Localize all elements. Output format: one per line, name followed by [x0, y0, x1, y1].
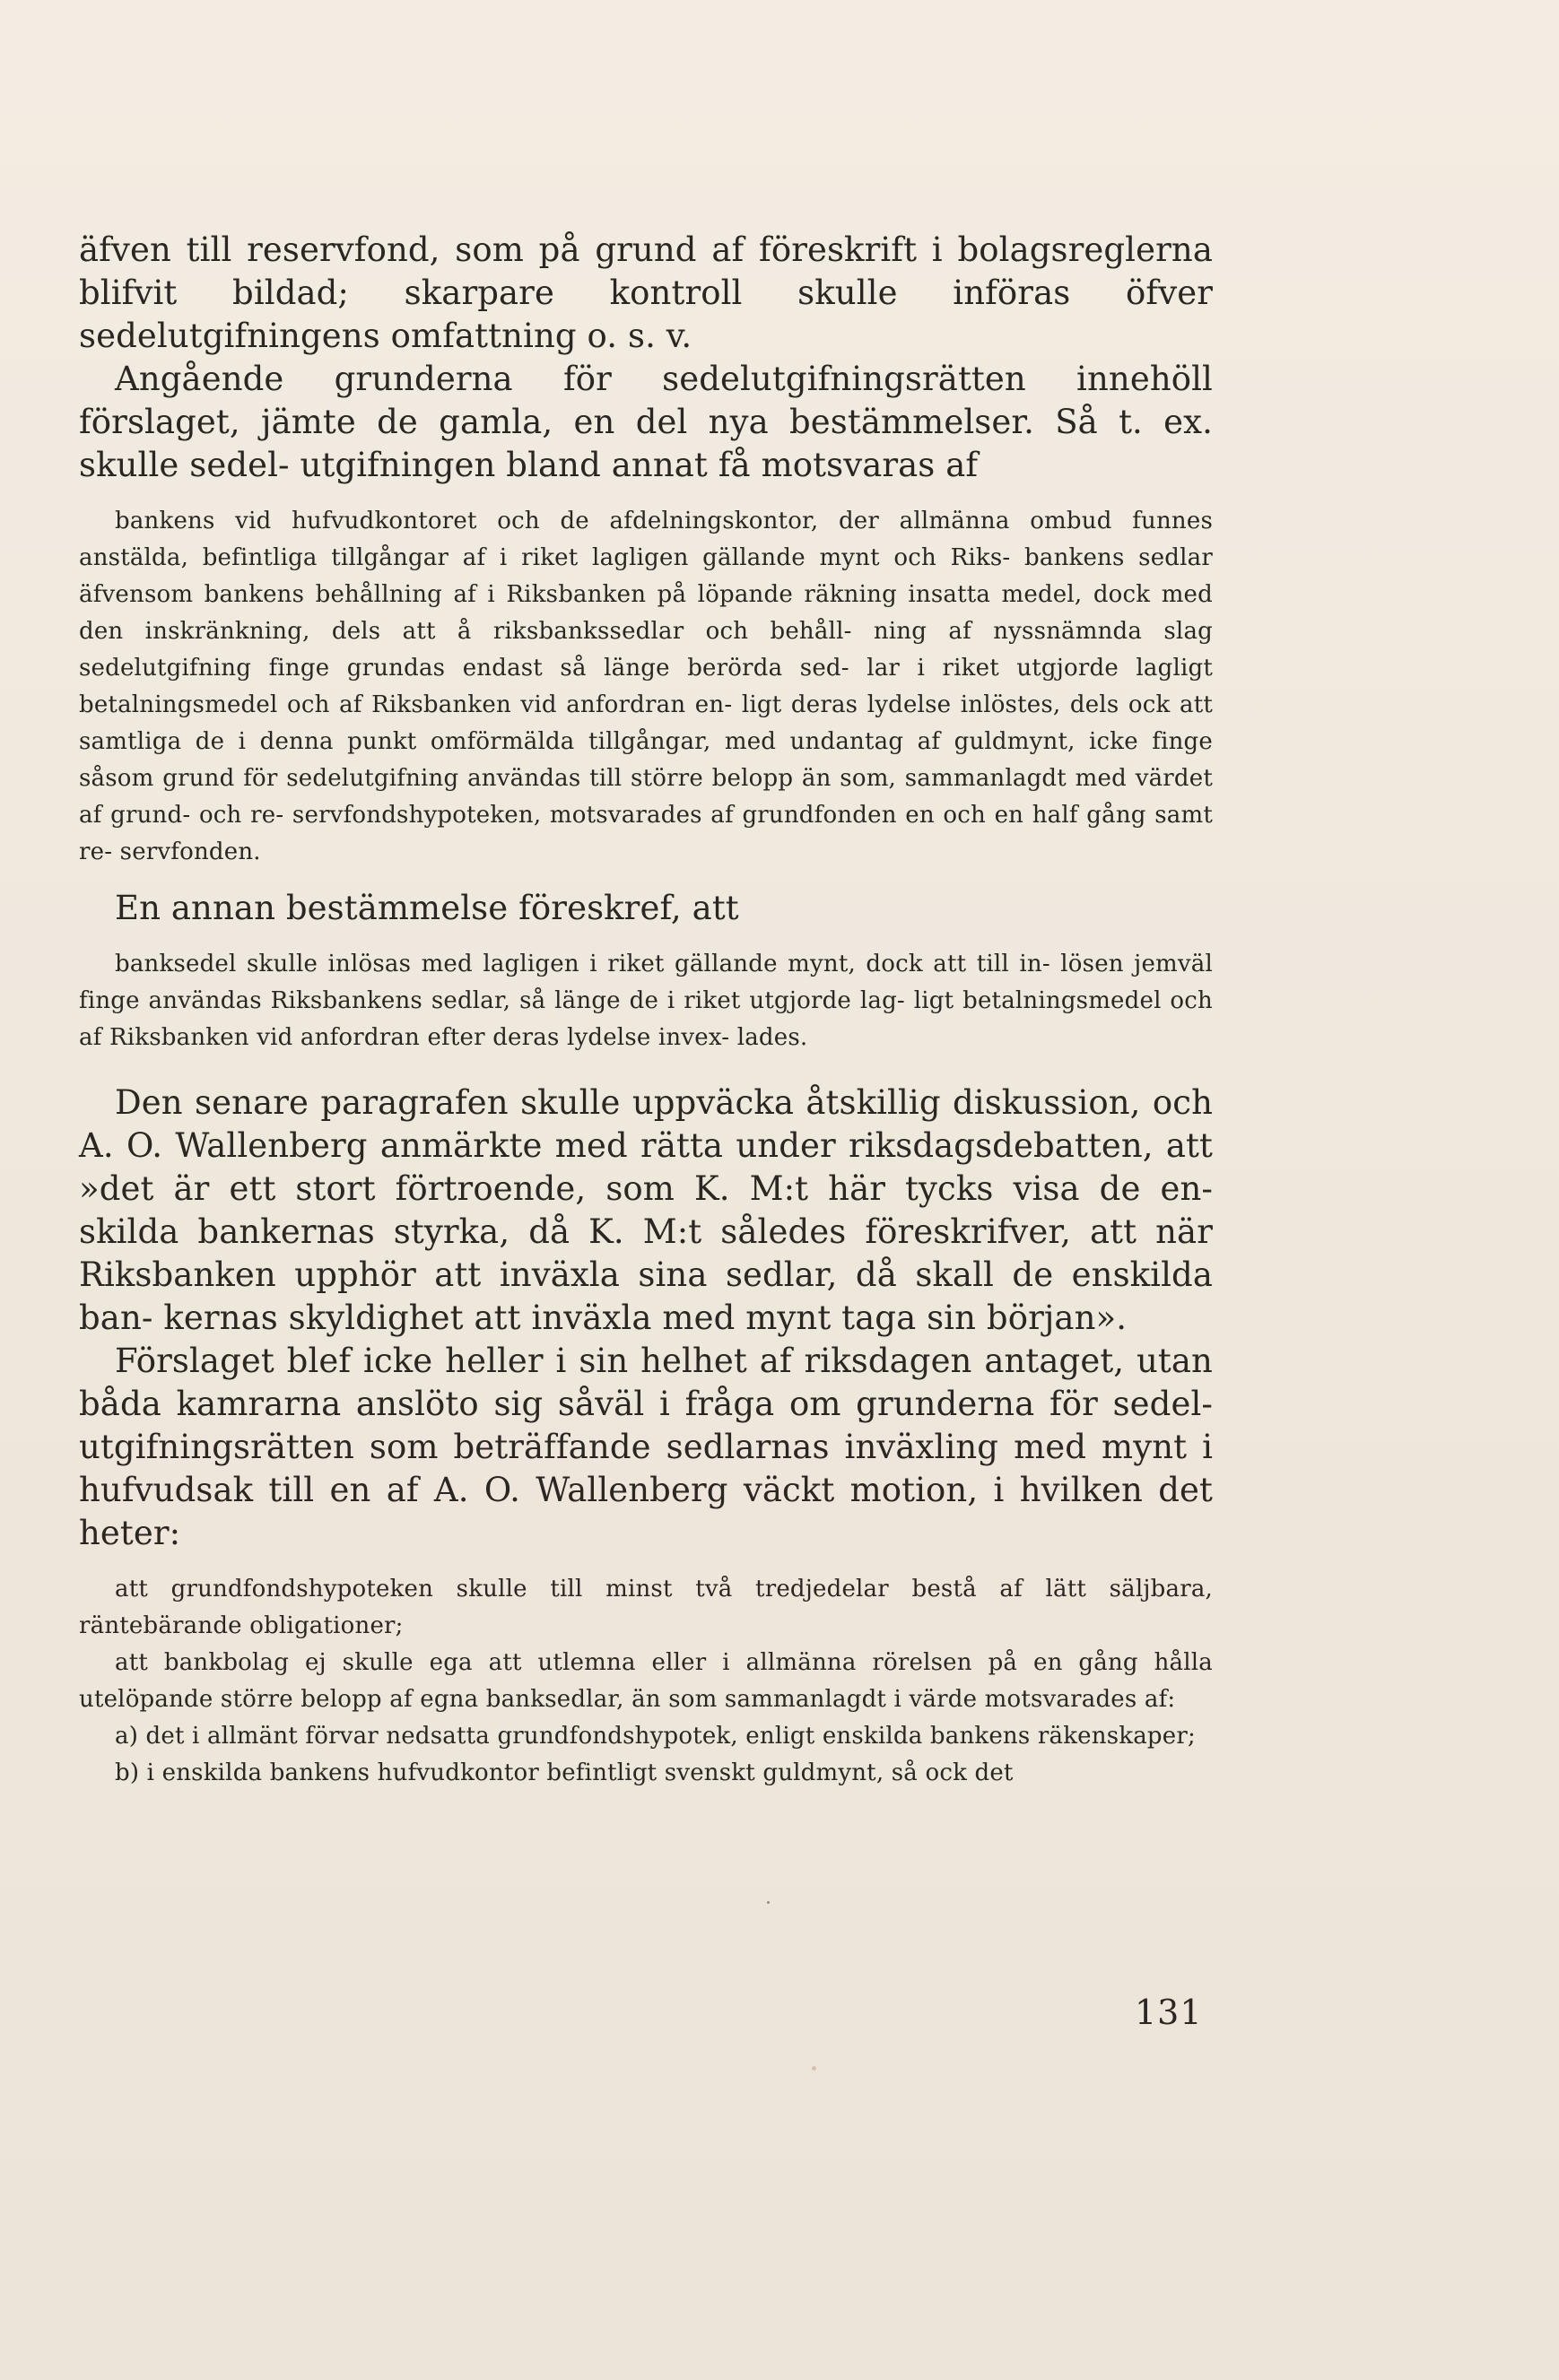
- paper-speck: [767, 1901, 770, 1904]
- page-number: 131: [1135, 1993, 1203, 2032]
- paragraph-wallenberg-remark: Den senare paragrafen skulle uppväcka åtskillig diskussion, och A. O. Wallenberg anmärkte med rätta under riksdagsdebatten, att »det är ett stort förtroende, som K. M:t här tycks visa de en- skilda bankernas styrka, då K. M:t således föreskrifver, att när Riksbanken upphör att inväxla sina sedlar, då skall de enskilda ban- kernas skyldighet att inväxla med mynt taga sin början».: [79, 1083, 1213, 1337]
- paragraph-issuing-right: Angående grunderna för sedelutgifningsrätten innehöll förslaget, jämte de gamla, en del nya bestämmelser. Så t. ex. skulle sedel- utgifningen bland annat få motsvaras af: [79, 360, 1213, 484]
- quoted-clause-bank-holdings: bankens vid hufvudkontoret och de afdelningskontor, der allmänna ombud funnes anstälda, befintliga tillgångar af i riket lagligen gällande mynt och Riks- bankens sedlar äfvensom bankens behållning af i Riksbanken på löpande räkning insatta medel, dock med den inskränkning, dels att å riksbankssedlar och behåll- ning af nyssnämnda slag sedelutgifning finge grundas endast så länge berörda sed- lar i riket utgjorde lagligt betalningsmedel och af Riksbanken vid anfordran en- ligt deras lydelse inlöstes, dels ock att samtliga de i denna punkt omförmälda tillgångar, med undantag af guldmynt, icke finge såsom grund för sedelutgifning användas till större belopp än som, sammanlagdt med värdet af grund- och re- servfondshypoteken, motsvarades af grundfonden en och en half gång samt re- servfonden.: [79, 508, 1213, 865]
- paragraph-reserve-fund: äfven till reservfond, som på grund af föreskrift i bolagsreglerna blifvit bildad; skarpare kontroll skulle införas öfver sedelutgifningens omfattning o. s. v.: [79, 230, 1213, 355]
- motion-clauses: [79, 1571, 1213, 1792]
- quoted-clause-banknote-redemption: banksedel skulle inlösas med lagligen i riket gällande mynt, dock att till in- lösen jemväl finge användas Riksbankens sedlar, så länge de i riket utgjorde lag- ligt betalningsmedel och af Riksbanken vid anfordran efter deras lydelse invex- lades.: [79, 951, 1213, 1051]
- page-content: [79, 229, 1213, 1792]
- paragraph-another-provision: En annan bestämmelse föreskref, att: [115, 889, 739, 927]
- paper-speck: [812, 2066, 816, 2071]
- motion-clause-a: a) det i allmänt förvar nedsatta grundfondshypotek, enligt enskilda bankens räkenskaper;: [115, 1723, 1196, 1750]
- paragraph-proposal-not-adopted: Förslaget blef icke heller i sin helhet af riksdagen antaget, utan båda kamrarna anslöto sig såväl i fråga om grunderna för sedel- utgifningsrätten som beträffande sedlarnas inväxling med mynt i hufvudsak till en af A. O. Wallenberg väckt motion, i hvilken det heter:: [79, 1342, 1213, 1552]
- motion-clause-obligations: att grundfondshypoteken skulle till minst två tredjedelar bestå af lätt säljbara, räntebärande obligationer;: [79, 1576, 1213, 1639]
- motion-clause-banknotes: att bankbolag ej skulle ega att utlemna eller i allmänna rörelsen på en gång hålla utelöpande större belopp af egna banksedlar, än som sammanlagdt i värde motsvarades af:: [79, 1649, 1213, 1713]
- motion-clause-b: b) i enskilda bankens hufvudkontor befintligt svenskt guldmynt, så ock det: [115, 1759, 1014, 1786]
